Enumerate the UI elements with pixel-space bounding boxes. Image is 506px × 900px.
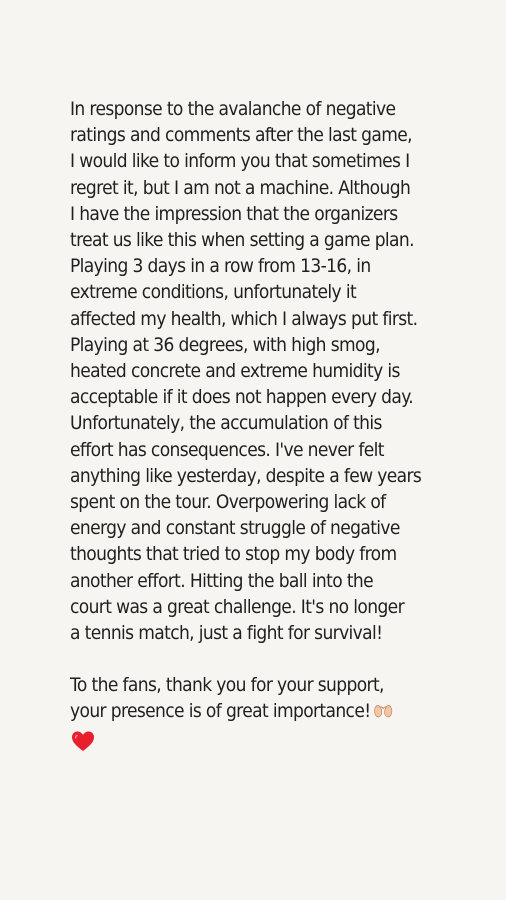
statement-line: ratings and comments after the last game, [70,124,412,147]
statement-line: effort has consequences. I've never felt [70,438,384,461]
statement-line: regret it, but I am not a machine. Although [70,176,411,199]
statement-line: Unfortunately, the accumulation of this [70,412,382,435]
statement-line: heated concrete and extreme humidity is [70,360,400,383]
statement-line: Playing at 36 degrees, with high smog, [70,333,380,356]
thanks-line-text: your presence is of great importance! [70,700,371,723]
thanks-line-with-emoji [70,698,412,724]
statement-line: Playing 3 days in a row from 13-16, in [70,255,371,278]
statement-paragraph [70,96,450,646]
statement-line: affected my health, which I always put first. [70,307,418,330]
statement-line: another effort. Hitting the ball into the [70,569,374,592]
statement-line: I would like to inform you that sometimes I [70,150,410,173]
statement-line: treat us like this when setting a game plan. [70,229,414,252]
statement-line: anything like yesterday, despite a few years [70,464,422,487]
thanks-line: To the fans, thank you for your support, [70,674,384,697]
statement-line: a tennis match, just a fight for survival! [70,622,383,645]
statement-line: spent on the tour. Overpowering lack of [70,491,386,514]
statement-line: In response to the avalanche of negative [70,98,396,120]
red-heart-icon [70,729,96,753]
thanks-paragraph [70,672,450,753]
statement-line: extreme conditions, unfortunately it [70,281,357,304]
heart-hands-icon [372,700,394,720]
story-text [70,96,450,754]
statement-line: acceptable if it does not happen every day. [70,386,414,409]
statement-line: thoughts that tried to stop my body from [70,543,397,566]
statement-line: energy and constant struggle of negative [70,517,400,540]
statement-line: I have the impression that the organizers [70,202,398,225]
statement-line: court was a great challenge. It's no longer [70,595,404,618]
